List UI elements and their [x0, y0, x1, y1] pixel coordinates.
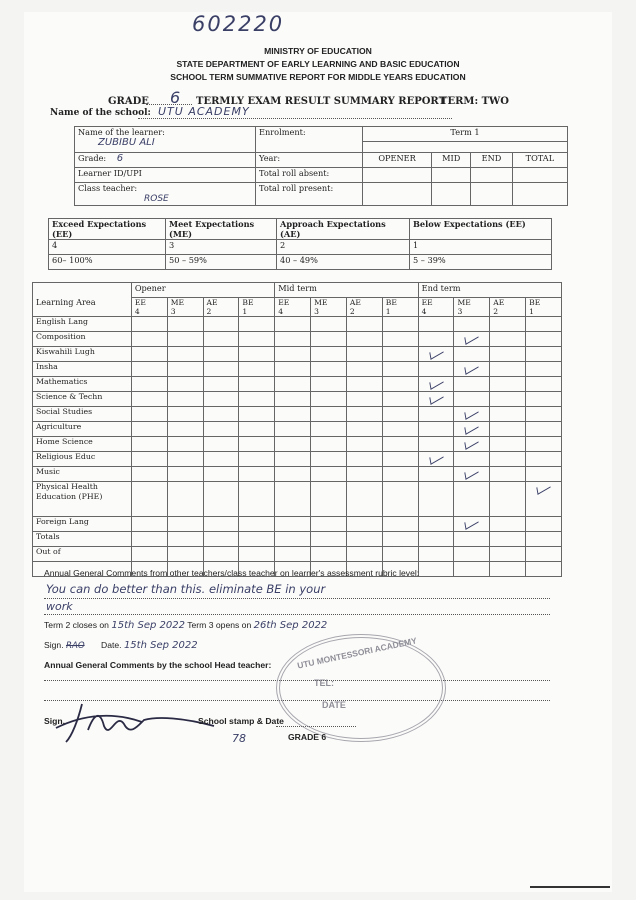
result-cell [275, 422, 311, 437]
learning-area-label: Foreign Lang [33, 517, 132, 532]
result-cell [311, 362, 347, 377]
level-me-range: 50 – 59% [166, 255, 277, 270]
level-col-header: BE 1 [526, 298, 562, 317]
footer-number: 78 [232, 732, 246, 745]
checkmark-icon [465, 330, 479, 345]
result-cell [382, 362, 418, 377]
result-cell [382, 467, 418, 482]
result-cell [382, 317, 418, 332]
table-row [33, 317, 562, 332]
result-cell [275, 517, 311, 532]
checkmark-icon [465, 420, 479, 435]
result-cell [418, 422, 454, 437]
result-cell [454, 482, 490, 517]
result-cell [203, 377, 239, 392]
school-stamp: UTU MONTESSORI ACADEMY TEL: DATE [276, 634, 446, 742]
result-cell [131, 482, 167, 517]
grade-label: GRADE [108, 96, 149, 107]
result-cell [526, 407, 562, 422]
result-cell [346, 317, 382, 332]
teacher-comment-label: Annual General Comments from other teachers/class teacher on learner's assessment rubric level: [44, 568, 420, 578]
tick-mark [526, 482, 562, 517]
result-cell [239, 467, 275, 482]
sign-date-row: Sign. RAO Date. 15th Sep 2022 [44, 640, 198, 651]
level-col-header: ME 3 [311, 298, 347, 317]
result-cell [346, 362, 382, 377]
result-cell [239, 377, 275, 392]
result-cell [311, 437, 347, 452]
result-cell [131, 437, 167, 452]
department-title: STATE DEPARTMENT OF EARLY LEARNING AND BASIC EDUCATION [176, 59, 460, 69]
level-col-header: EE 4 [275, 298, 311, 317]
result-cell [131, 347, 167, 362]
result-cell [382, 407, 418, 422]
learner-name-value: ZUBIBU ALI [98, 137, 155, 148]
teacher-comment-line1: You can do better than this. eliminate BE in your [46, 582, 326, 596]
level-me-title: Meet Expectations (ME) [166, 219, 277, 240]
checkmark-icon [429, 375, 443, 390]
level-col-header: BE 1 [239, 298, 275, 317]
year-label: Year: [256, 153, 363, 168]
result-cell [490, 437, 526, 452]
level-me-score: 3 [166, 240, 277, 255]
sign-label-bottom: Sign. [44, 716, 66, 726]
result-cell [167, 517, 203, 532]
result-cell [526, 317, 562, 332]
result-cell [490, 482, 526, 517]
result-cell [490, 422, 526, 437]
result-cell [382, 482, 418, 517]
result-cell [167, 482, 203, 517]
result-cell [526, 547, 562, 562]
report-page [24, 12, 612, 892]
present-label: Total roll present: [256, 183, 363, 206]
result-cell [382, 377, 418, 392]
result-cell [346, 347, 382, 362]
tick-mark [454, 422, 490, 437]
result-cell [418, 547, 454, 562]
school-label: Name of the school: [50, 108, 151, 118]
level-col-header: ME 3 [454, 298, 490, 317]
result-cell [239, 347, 275, 362]
result-cell [275, 407, 311, 422]
result-cell [167, 377, 203, 392]
learning-area-label: English Lang [33, 317, 132, 332]
result-cell [131, 532, 167, 547]
result-cell [418, 437, 454, 452]
col-end: END [471, 153, 513, 168]
result-cell [526, 452, 562, 467]
result-cell [167, 452, 203, 467]
result-cell [167, 392, 203, 407]
results-table [32, 282, 562, 577]
result-cell [490, 392, 526, 407]
result-cell [239, 452, 275, 467]
result-cell [203, 437, 239, 452]
result-cell [239, 482, 275, 517]
result-cell [418, 332, 454, 347]
absent-label: Total roll absent: [256, 168, 363, 183]
result-cell [275, 482, 311, 517]
tick-mark [418, 452, 454, 467]
result-cell [418, 467, 454, 482]
result-cell [418, 532, 454, 547]
table-row [33, 347, 562, 362]
result-cell [203, 347, 239, 362]
result-cell [167, 437, 203, 452]
result-cell [239, 332, 275, 347]
result-cell [418, 317, 454, 332]
tick-mark [418, 392, 454, 407]
result-cell [490, 377, 526, 392]
learning-area-label: Mathematics [33, 377, 132, 392]
result-cell [131, 517, 167, 532]
result-cell [526, 332, 562, 347]
phase-end: End term [418, 283, 561, 298]
result-cell [346, 482, 382, 517]
result-cell [203, 532, 239, 547]
table-row [33, 452, 562, 467]
result-cell [239, 437, 275, 452]
col-mid: MID [432, 153, 471, 168]
result-cell [167, 532, 203, 547]
result-cell [275, 532, 311, 547]
result-cell [311, 392, 347, 407]
result-cell [418, 562, 454, 577]
result-cell [346, 517, 382, 532]
learning-area-label: Out of [33, 547, 132, 562]
level-ee-range: 60– 100% [49, 255, 166, 270]
result-cell [418, 362, 454, 377]
teacher-comment-line2: work [46, 600, 73, 613]
checkmark-icon [429, 450, 443, 465]
level-col-header: EE 4 [418, 298, 454, 317]
level-ae-range: 40 – 49% [277, 255, 410, 270]
result-cell [203, 392, 239, 407]
table-row [33, 422, 562, 437]
checkmark-icon [465, 465, 479, 480]
result-cell [311, 422, 347, 437]
result-cell [490, 517, 526, 532]
checkmark-icon [429, 345, 443, 360]
result-cell [311, 532, 347, 547]
table-row [33, 547, 562, 562]
level-be-range: 5 – 39% [410, 255, 552, 270]
result-cell [239, 517, 275, 532]
learning-area-label: Kiswahili Lugh [33, 347, 132, 362]
result-cell [490, 332, 526, 347]
level-ae-title: Approach Expectations (AE) [277, 219, 410, 240]
result-cell [311, 332, 347, 347]
result-cell [131, 467, 167, 482]
tick-mark [454, 467, 490, 482]
result-cell [239, 422, 275, 437]
result-cell [167, 422, 203, 437]
learning-area-header: Learning Area [33, 283, 132, 317]
result-cell [131, 362, 167, 377]
learning-area-label: Physical Health Education (PHE) [33, 482, 132, 517]
result-cell [382, 347, 418, 362]
learning-area-label: Composition [33, 332, 132, 347]
learning-area-label: Religious Educ [33, 452, 132, 467]
learner-grade: Grade: 6 [75, 153, 256, 168]
head-comment-label: Annual General Comments by the school Head teacher: [44, 660, 272, 670]
result-cell [346, 392, 382, 407]
level-col-header: EE 4 [131, 298, 167, 317]
result-cell [490, 547, 526, 562]
result-cell [131, 332, 167, 347]
level-ee-score: 4 [49, 240, 166, 255]
result-cell [526, 517, 562, 532]
school-stamp-label: School stamp & Date [198, 716, 284, 726]
result-cell [311, 517, 347, 532]
level-ae-score: 2 [277, 240, 410, 255]
class-teacher: Class teacher: ROSE [75, 183, 256, 206]
result-cell [275, 547, 311, 562]
result-cell [239, 317, 275, 332]
result-cell [526, 377, 562, 392]
level-be-score: 1 [410, 240, 552, 255]
checkmark-icon [465, 435, 479, 450]
result-cell [239, 392, 275, 407]
school-value: UTU ACADEMY [158, 105, 250, 118]
table-row [33, 332, 562, 347]
ministry-title: MINISTRY OF EDUCATION [264, 46, 372, 56]
result-cell [167, 547, 203, 562]
tick-mark [454, 362, 490, 377]
result-cell [203, 362, 239, 377]
result-cell [131, 317, 167, 332]
phase-mid: Mid term [275, 283, 418, 298]
result-cell [131, 452, 167, 467]
result-cell [382, 437, 418, 452]
report-type: SCHOOL TERM SUMMATIVE REPORT FOR MIDDLE YEARS EDUCATION [170, 72, 466, 82]
phase-opener: Opener [131, 283, 274, 298]
result-cell [131, 407, 167, 422]
result-cell [526, 532, 562, 547]
result-cell [203, 517, 239, 532]
result-cell [203, 482, 239, 517]
result-cell [203, 547, 239, 562]
result-cell [382, 332, 418, 347]
result-cell [418, 407, 454, 422]
result-cell [490, 562, 526, 577]
result-cell [167, 407, 203, 422]
result-cell [239, 407, 275, 422]
result-cell [311, 482, 347, 517]
level-col-header: ME 3 [167, 298, 203, 317]
learning-area-label: Science & Techn [33, 392, 132, 407]
result-cell [490, 362, 526, 377]
learning-area-label: Music [33, 467, 132, 482]
result-cell [454, 562, 490, 577]
level-col-header: AE 2 [346, 298, 382, 317]
result-cell [526, 392, 562, 407]
result-cell [131, 422, 167, 437]
enrolment-cell: Enrolment: [256, 127, 363, 153]
level-col-header: AE 2 [490, 298, 526, 317]
bottom-rule [530, 886, 610, 888]
tick-mark [454, 437, 490, 452]
result-cell [526, 422, 562, 437]
result-cell [526, 362, 562, 377]
result-cell [490, 317, 526, 332]
result-cell [382, 452, 418, 467]
result-cell [346, 532, 382, 547]
result-cell [275, 317, 311, 332]
result-cell [454, 547, 490, 562]
tick-mark [454, 517, 490, 532]
learning-area-label: Totals [33, 532, 132, 547]
result-cell [418, 517, 454, 532]
result-cell [526, 347, 562, 362]
col-total: TOTAL [512, 153, 567, 168]
learner-info-table [74, 126, 568, 206]
tick-mark [454, 332, 490, 347]
result-cell [275, 437, 311, 452]
result-cell [454, 377, 490, 392]
checkmark-icon [465, 515, 479, 530]
result-cell [275, 362, 311, 377]
footer-grade: GRADE 6 [288, 732, 327, 742]
level-be-title: Below Expectations (EE) [410, 219, 552, 240]
table-row [33, 407, 562, 422]
result-cell [346, 422, 382, 437]
level-col-header: AE 2 [203, 298, 239, 317]
result-cell [275, 392, 311, 407]
term-dates: Term 2 closes on 15th Sep 2022 Term 3 opens on 26th Sep 2022 [44, 620, 328, 631]
result-cell [203, 452, 239, 467]
result-cell [167, 362, 203, 377]
learning-area-label: Agriculture [33, 422, 132, 437]
result-cell [203, 407, 239, 422]
result-cell [382, 422, 418, 437]
result-cell [382, 547, 418, 562]
result-cell [311, 377, 347, 392]
result-cell [526, 562, 562, 577]
checkmark-icon [536, 480, 550, 495]
result-cell [454, 392, 490, 407]
result-cell [131, 392, 167, 407]
table-row [33, 362, 562, 377]
result-cell [203, 467, 239, 482]
table-row [33, 437, 562, 452]
tick-mark [454, 407, 490, 422]
result-cell [346, 332, 382, 347]
result-cell [275, 467, 311, 482]
result-cell [311, 317, 347, 332]
tick-mark [418, 347, 454, 362]
result-cell [167, 317, 203, 332]
result-cell [490, 532, 526, 547]
result-cell [382, 532, 418, 547]
table-row [33, 392, 562, 407]
table-row [33, 517, 562, 532]
result-cell [275, 377, 311, 392]
col-opener: OPENER [363, 153, 432, 168]
result-cell [311, 347, 347, 362]
result-cell [346, 452, 382, 467]
checkmark-icon [465, 360, 479, 375]
doc-number: 602220 [192, 12, 285, 36]
result-cell [239, 532, 275, 547]
result-cell [346, 437, 382, 452]
learning-area-label: Insha [33, 362, 132, 377]
result-cell [311, 452, 347, 467]
result-cell [167, 347, 203, 362]
learner-name-label: Name of the learner: [78, 127, 165, 137]
result-cell [526, 437, 562, 452]
result-cell [203, 332, 239, 347]
result-cell [275, 332, 311, 347]
result-cell [203, 422, 239, 437]
table-row [33, 482, 562, 517]
result-cell [346, 407, 382, 422]
result-cell [346, 467, 382, 482]
table-row [33, 467, 562, 482]
result-cell [203, 317, 239, 332]
term-label: TERM: TWO [440, 96, 509, 107]
grade-value: 6 [170, 88, 181, 107]
checkmark-icon [465, 405, 479, 420]
result-cell [454, 452, 490, 467]
table-row [33, 377, 562, 392]
result-cell [275, 452, 311, 467]
result-cell [382, 392, 418, 407]
result-cell [490, 467, 526, 482]
result-cell [167, 332, 203, 347]
levels-table [48, 218, 552, 270]
result-cell [382, 517, 418, 532]
tick-mark [418, 377, 454, 392]
result-cell [346, 547, 382, 562]
term1-header: Term 1 [363, 127, 568, 142]
result-cell [275, 347, 311, 362]
result-cell [454, 347, 490, 362]
result-cell [454, 317, 490, 332]
result-cell [346, 377, 382, 392]
result-cell [131, 547, 167, 562]
result-cell [167, 467, 203, 482]
result-cell [490, 452, 526, 467]
result-cell [131, 377, 167, 392]
level-ee-title: Exceed Expectations (EE) [49, 219, 166, 240]
result-cell [454, 532, 490, 547]
learning-area-label: Home Science [33, 437, 132, 452]
level-col-header: BE 1 [382, 298, 418, 317]
result-cell [239, 362, 275, 377]
upi-label: Learner ID/UPI [75, 168, 256, 183]
result-cell [490, 407, 526, 422]
result-cell [311, 467, 347, 482]
table-row [33, 532, 562, 547]
result-cell [311, 547, 347, 562]
checkmark-icon [429, 390, 443, 405]
report-title: TERMLY EXAM RESULT SUMMARY REPORT [196, 96, 447, 107]
result-cell [526, 467, 562, 482]
result-cell [311, 407, 347, 422]
result-cell [418, 482, 454, 517]
result-cell [490, 347, 526, 362]
learning-area-label: Social Studies [33, 407, 132, 422]
result-cell [239, 547, 275, 562]
